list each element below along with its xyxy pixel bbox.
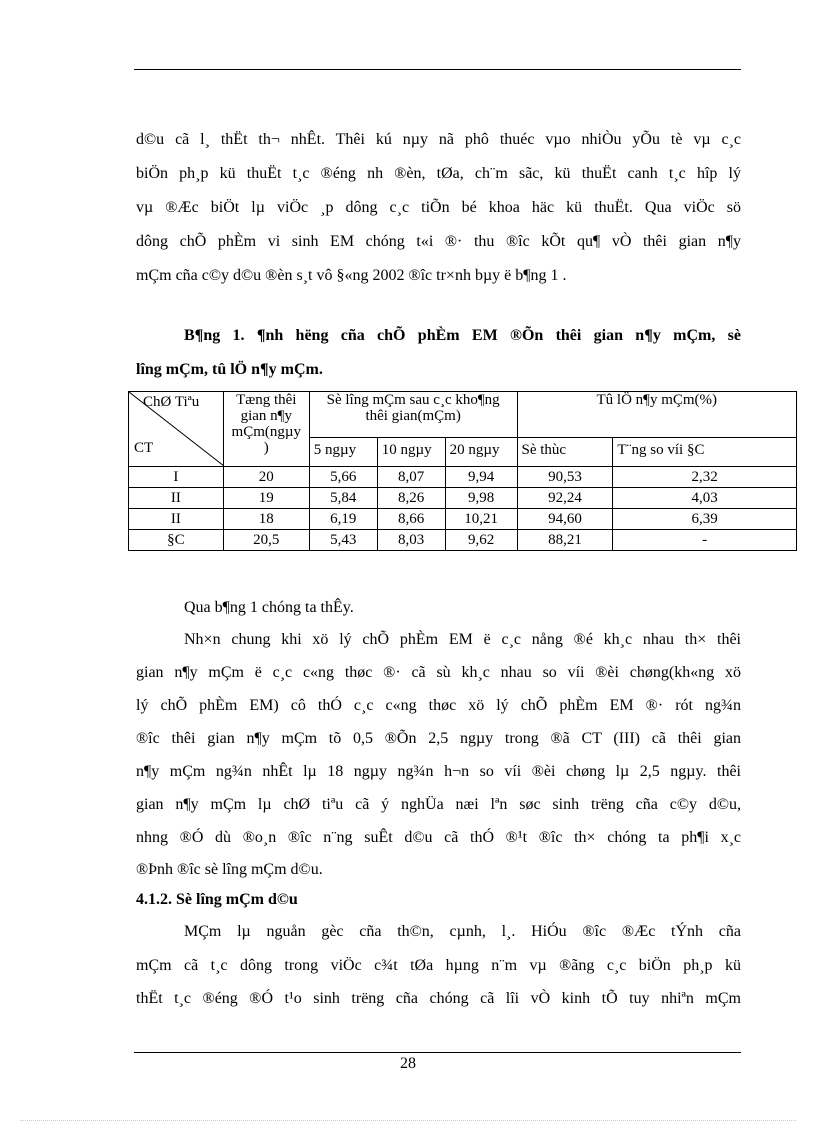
- header-germination-rate: Tû lÖ n¶y mÇm(%): [517, 392, 796, 438]
- corner-bottom-label: CT: [134, 440, 154, 456]
- cell-time: 20: [223, 467, 309, 488]
- table-row: [129, 488, 797, 509]
- corner-header: [129, 392, 224, 467]
- paragraph-line: d©u cã l¸ thËt th¬ nhÊt. Thêi kú nµy nã phô thuéc vµo nhiÒu yÕu tè vµ c¸c: [136, 131, 741, 148]
- cell-5-days: 5,43: [309, 530, 377, 551]
- cell-actual: 90,53: [517, 467, 613, 488]
- paragraph-line: vµ ®Æc biÖt lµ viÖc ¸p dông c¸c tiÕn bé khoa häc kü thuËt. Qua viÖc sö: [136, 199, 741, 216]
- paragraph-line: ®îc thêi gian n¶y mÇm tõ 0,5 ®Õn 2,5 ngµy trong ®ã CT (III) cã thêi gian: [136, 730, 741, 747]
- header-rule: [134, 69, 741, 70]
- page-number: 28: [400, 1055, 416, 1072]
- cell-time: 20,5: [223, 530, 309, 551]
- paragraph-line: n¶y mÇm ng¾n nhÊt lµ 18 ngµy ng¾n h¬n so víi ®èi chøng lµ 2,5 ngµy. thêi: [136, 763, 741, 780]
- paragraph-line: gian n¶y mÇm lµ chØ tiªu cã ý nghÜa næi lªn søc sinh trëng cña c©y d©u,: [136, 796, 741, 813]
- paragraph-line: biÖn ph¸p kü thuËt t¸c ®éng nh ®èn, tØa, ch¨m sãc, kü thuËt canh t¸c hîp lý: [136, 165, 741, 182]
- cell-ct: I: [129, 467, 224, 488]
- header-20-days: 20 ngµy: [445, 437, 517, 466]
- page-edge-dots: [20, 1120, 796, 1121]
- cell-20-days: 9,62: [445, 530, 517, 551]
- cell-10-days: 8,03: [377, 530, 445, 551]
- header-compare: T¨ng so víi §C: [613, 437, 797, 466]
- cell-actual: 88,21: [517, 530, 613, 551]
- header-actual: Sè thùc: [517, 437, 613, 466]
- table-caption: lîng mÇm, tû lÖ n¶y mÇm.: [136, 361, 323, 378]
- cell-5-days: 5,66: [309, 467, 377, 488]
- cell-time: 18: [223, 509, 309, 530]
- cell-5-days: 6,19: [309, 509, 377, 530]
- paragraph-line: thËt t¸c ®éng ®Ó t¹o sinh trëng cña chóng cã lîi vÒ kinh tÕ tuy nhiªn mÇm: [136, 990, 741, 1007]
- header-10-days: 10 ngµy: [377, 437, 445, 466]
- cell-time: 19: [223, 488, 309, 509]
- paragraph-line: nhng ®Ó dù ®o¸n ®îc n¨ng suÊt d©u cã thÓ ®¹t ®îc th× chóng ta ph¶i x¸c: [136, 829, 741, 846]
- table-row: [129, 467, 797, 488]
- cell-20-days: 9,94: [445, 467, 517, 488]
- paragraph-line: ®Þnh ®îc sè lîng mÇm d©u.: [136, 861, 323, 878]
- footer-rule: [134, 1052, 741, 1053]
- paragraph-line: MÇm lµ nguån gèc cña th©n, cµnh, l¸. HiÓu ®îc ®Æc tÝnh cña: [184, 923, 741, 940]
- table-caption: B¶ng 1. ¶nh hëng cña chÕ phÈm EM ®Õn thêi gian n¶y mÇm, sè: [184, 327, 741, 344]
- paragraph-line: gian n¶y mÇm ë c¸c c«ng thøc ®· cã sù kh¸c nhau so víi ®èi chøng(kh«ng xö: [136, 664, 741, 681]
- cell-actual: 92,24: [517, 488, 613, 509]
- table-comment: Qua b¶ng 1 chóng ta thÊy.: [184, 599, 354, 616]
- cell-actual: 94,60: [517, 509, 613, 530]
- cell-ct: §C: [129, 530, 224, 551]
- cell-20-days: 10,21: [445, 509, 517, 530]
- paragraph-line: Nh×n chung khi xö lý chÕ phÈm EM ë c¸c nång ®é kh¸c nhau th× thêi: [184, 631, 741, 648]
- cell-5-days: 5,84: [309, 488, 377, 509]
- cell-ct: II: [129, 488, 224, 509]
- table-row: [129, 530, 797, 551]
- cell-ct: II: [129, 509, 224, 530]
- paragraph-line: mÇm cã t¸c dông trong viÖc c¾t tØa hµng n¨m vµ ®ãng c¸c biÖn ph¸p kü: [136, 957, 741, 974]
- paragraph-line: dông chÕ phÈm vi sinh EM chóng t«i ®· thu ®îc kÕt qu¶ vÒ thêi gian n¶y: [136, 233, 741, 250]
- section-heading: 4.1.2. Sè lîng mÇm d©u: [136, 891, 298, 908]
- cell-compare: 4,03: [613, 488, 797, 509]
- cell-20-days: 9,98: [445, 488, 517, 509]
- cell-compare: 2,32: [613, 467, 797, 488]
- cell-10-days: 8,26: [377, 488, 445, 509]
- header-total-time: Tæng thêi gian n¶y mÇm(ngµy ): [223, 392, 309, 467]
- cell-compare: -: [613, 530, 797, 551]
- header-sprout-count: Sè lîng mÇm sau c¸c kho¶ng thêi gian(mÇm): [309, 392, 517, 438]
- header-5-days: 5 ngµy: [309, 437, 377, 466]
- cell-10-days: 8,07: [377, 467, 445, 488]
- cell-compare: 6,39: [613, 509, 797, 530]
- table-row: [129, 509, 797, 530]
- paragraph-line: lý chÕ phÈm EM) cô thÓ c¸c c«ng thøc xö lý chÕ phÈm EM ®· rót ng¾n: [136, 697, 741, 714]
- corner-top-label: ChØ Tiªu: [143, 394, 200, 410]
- germination-table: [128, 391, 797, 551]
- cell-10-days: 8,66: [377, 509, 445, 530]
- paragraph-line: mÇm cña c©y d©u ®èn s¸t vô §«ng 2002 ®îc tr×nh bµy ë b¶ng 1 .: [136, 267, 567, 284]
